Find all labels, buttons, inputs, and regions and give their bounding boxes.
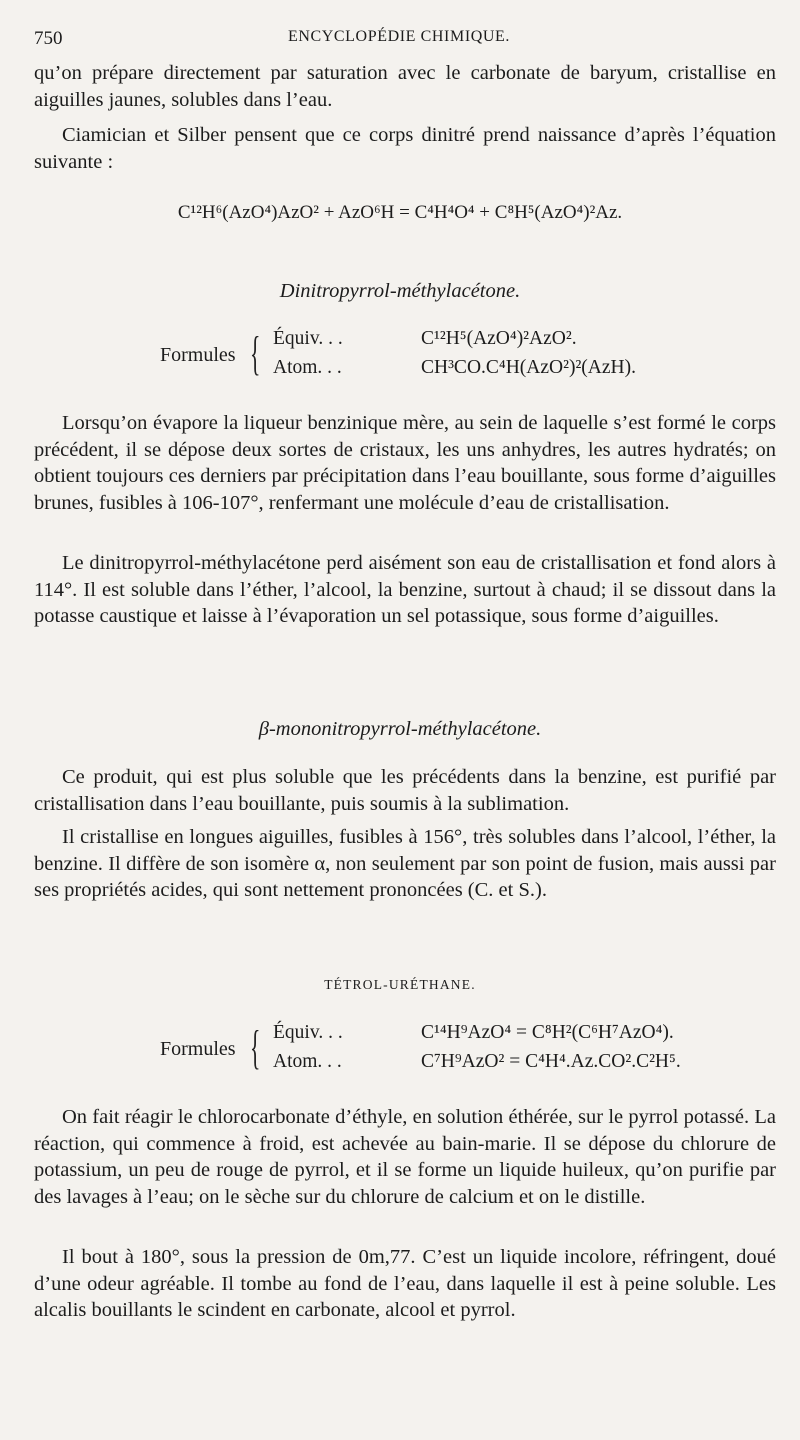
formula-value: C⁷H⁹AzO² = C⁴H⁴.Az.CO².C²H⁵. <box>421 1051 681 1072</box>
formula-equiv-row <box>273 1022 674 1044</box>
paragraph-3-text: Lorsqu’on évapore la liqueur benzinique mère, au sein de laquelle s’est formé le corps précédent, il se dépose deux sortes de cristaux, les uns anhydres, les autres hydratés; on obtient toujours ces derniers par précipitation dans l’eau bouillante, sous forme d’aiguilles brunes, fusibles à 106-107°, renfermant une molécule d’eau de cristallisation. <box>34 412 776 514</box>
formulas-block-2 <box>160 1020 760 1082</box>
formula-atom-row <box>273 357 636 379</box>
paragraph-4-text: Le dinitropyrrol-méthylacétone perd aisément son eau de cristallisation et fond alors à 114°. Il est soluble dans l’éther, l’alcool, la benzine, surtout à chaud; il se dissout dans la potasse caustique et laisse à l’évaporation un sel potassique, sous forme d’aiguilles. <box>34 552 776 627</box>
reaction-equation: C¹²H⁶(AzO⁴)AzO² + AzO⁶H = C⁴H⁴O⁴ + C⁸H⁵(AzO⁴)²Az. <box>177 202 623 223</box>
formulas-label: Formules <box>160 344 236 366</box>
paragraph-8 <box>34 1244 776 1324</box>
paragraph-7 <box>34 1104 776 1210</box>
brace-icon: { <box>250 327 261 380</box>
paragraph-3 <box>34 410 776 516</box>
formula-kind: Équiv. . . <box>273 328 343 349</box>
paragraph-8-text: Il bout à 180°, sous la pression de 0m,77. C’est un liquide incolore, réfringent, doué d’une odeur agréable. Il tombe au fond de l’eau, dans laquelle il est à peine soluble. Les alcalis bouillants le scindent en carbonate, alcool et pyrrol. <box>34 1246 776 1321</box>
title-dinitropyrrol: Dinitropyrrol-méthylacétone. <box>279 280 521 302</box>
paragraph-1-text: qu’on prépare directement par saturation avec le carbonate de baryum, cristallise en aiguilles jaunes, solubles dans l’eau. <box>34 62 776 111</box>
paragraph-6 <box>34 824 776 904</box>
formula-kind: Atom. . . <box>273 357 342 378</box>
paragraph-7-text: On fait réagir le chlorocarbonate d’éthyle, en solution éthérée, sur le pyrrol potassé. La réaction, qui commence à froid, est achevée au bain-marie. Il se dépose du chlorure de potassium, un peu de rouge de pyrrol, et il se forme un liquide huileux, qu’on purifie par des lavages à l’eau; on le sèche sur du chlorure de calcium et on le distille. <box>34 1106 776 1208</box>
formula-atom-row <box>273 1051 681 1073</box>
formula-value: CH³CO.C⁴H(AzO²)²(AzH). <box>421 357 636 378</box>
formula-kind: Équiv. . . <box>273 1022 343 1043</box>
paragraph-4 <box>34 550 776 630</box>
formulas-block-1 <box>160 326 760 388</box>
paragraph-1 <box>34 60 776 113</box>
title-tetrol-urethane: TÉTROL-URÉTHANE. <box>324 977 476 992</box>
formula-kind: Atom. . . <box>273 1051 342 1072</box>
paragraph-6-text: Il cristallise en longues aiguilles, fusibles à 156°, très solubles dans l’alcool, l’éther, la benzine. Il diffère de son isomère α, non seulement par son point de fusion, mais aussi par ses propriétés acides, qui sont nettement prononcées (C. et S.). <box>34 826 776 901</box>
running-title: ENCYCLOPÉDIE CHIMIQUE. <box>287 28 511 45</box>
formulas-label: Formules <box>160 1038 236 1060</box>
formula-value: C¹⁴H⁹AzO⁴ = C⁸H²(C⁶H⁷AzO⁴). <box>421 1022 674 1043</box>
page-number: 750 <box>34 28 63 49</box>
brace-icon: { <box>250 1021 261 1074</box>
formula-equiv-row <box>273 328 577 350</box>
title-mononitropyrrol: β-mononitropyrrol-méthylacétone. <box>258 718 542 740</box>
paragraph-5 <box>34 764 776 817</box>
paragraph-2 <box>34 122 776 175</box>
page-header <box>34 24 764 58</box>
paragraph-5-text: Ce produit, qui est plus soluble que les précédents dans la benzine, est purifié par cristallisation dans l’eau bouillante, puis soumis à la sublimation. <box>34 766 776 815</box>
formula-value: C¹²H⁵(AzO⁴)²AzO². <box>421 328 577 349</box>
paragraph-2-text: Ciamician et Silber pensent que ce corps dinitré prend naissance d’après l’équation suivante : <box>34 124 776 173</box>
